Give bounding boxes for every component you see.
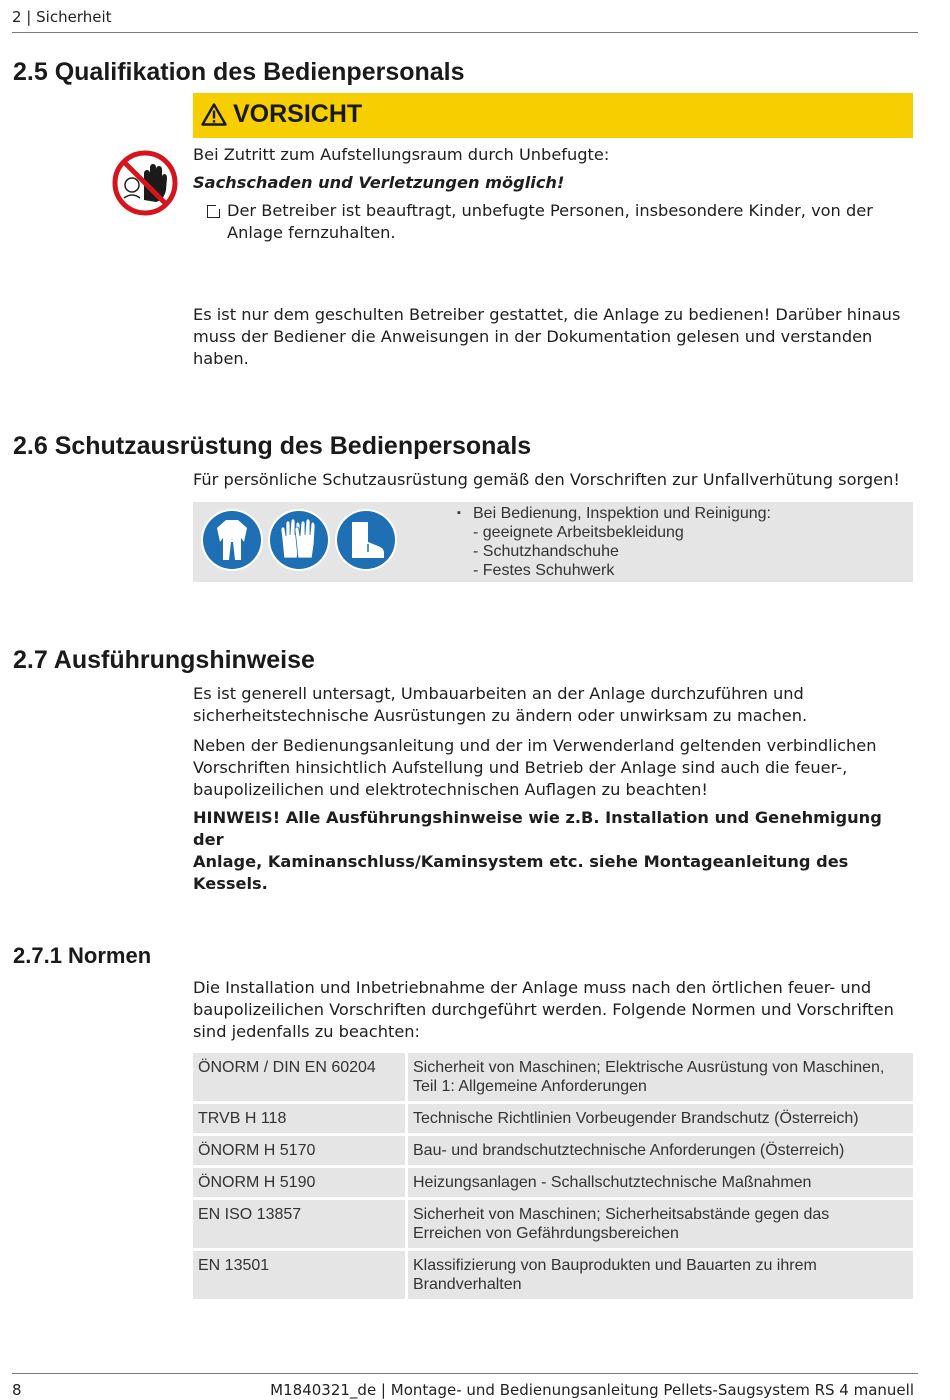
norm-code: TRVB H 118 [193,1104,408,1136]
description-line: Teil 1: Allgemeine Anforderungen [413,1078,647,1095]
norms-table [193,1053,913,1302]
description-line: Sicherheit von Maschinen; Elektrische Ausrüstung von Maschinen, [413,1059,885,1076]
action-checkbox-icon [207,205,220,218]
execution-paragraph-1 [193,683,913,727]
protective-clothing-icon [200,508,264,572]
list-item: - Schutzhandschuhe [473,543,619,560]
norm-description [408,1200,913,1251]
description-line: Technische Richtlinien Vorbeugender Brandschutz (Österreich) [413,1110,859,1127]
table-row [193,1251,913,1302]
execution-paragraph-2 [193,735,913,801]
note-line: HINWEIS! Alle Ausführungshinweise wie z.B. Installation und Genehmigung der [193,808,882,849]
norm-code: ÖNORM H 5190 [193,1168,408,1200]
norm-code: ÖNORM / DIN EN 60204 [193,1053,408,1104]
execution-note [193,807,913,895]
section-heading-2-7-1: 2.7.1 Normen [13,943,152,968]
section-heading-2-7: 2.7 Ausführungshinweise [13,646,315,674]
section-heading-2-6: 2.6 Schutzausrüstung des Bedienpersonals [13,432,532,460]
norm-description [408,1104,913,1136]
norm-code: EN 13501 [193,1251,408,1302]
table-row [193,1136,913,1168]
paragraph-line: Vorschriften hinsichtlich Aufstellung und Betrieb der Anlage sind auch die feuer-, [193,758,848,777]
description-line: Bau- und brandschutztechnische Anforderungen (Österreich) [413,1142,845,1159]
safety-boots-icon [334,508,398,572]
list-item: - geeignete Arbeitsbekleidung [473,524,684,541]
note-line: Anlage, Kaminanschluss/Kaminsystem etc. siehe Montageanleitung des Kessels. [193,852,849,893]
protective-gloves-icon [267,508,331,572]
paragraph-line: sind jedenfalls zu beachten: [193,1022,420,1041]
description-line: Sicherheit von Maschinen; Sicherheitsabstände gegen das [413,1206,830,1223]
norm-description [408,1168,913,1200]
description-line: Brandverhalten [413,1276,522,1293]
description-line: Erreichen von Gefährdungsbereichen [413,1225,679,1242]
norm-description [408,1053,913,1104]
paragraph-line: Es ist generell untersagt, Umbauarbeiten an der Anlage durchzuführen und [193,684,804,703]
warning-banner [193,93,913,138]
section-heading-2-5: 2.5 Qualifikation des Bedienpersonals [13,58,465,86]
paragraph-line: Es ist nur dem geschulten Betreiber gestattet, die Anlage zu bedienen! Darüber hinaus [193,305,901,324]
list-item: Bei Bedienung, Inspektion und Reinigung: [473,505,771,522]
description-line: Klassifizierung von Bauprodukten und Bauarten zu ihrem [413,1257,817,1274]
table-row [193,1053,913,1104]
norm-code: EN ISO 13857 [193,1200,408,1251]
warning-text-1: Bei Zutritt zum Aufstellungsraum durch Unbefugte: [193,145,610,164]
paragraph-line: sicherheitstechnische Ausrüstungen zu ändern oder unwirksam zu machen. [193,706,808,725]
norm-code: ÖNORM H 5170 [193,1136,408,1168]
list-item: - Festes Schuhwerk [473,562,615,579]
page-header [12,8,918,33]
warning-title: VORSICHT [233,100,363,128]
paragraph-line: Neben der Bedienungsanleitung und der im Verwenderland geltenden verbindlichen [193,736,877,755]
qualification-paragraph [193,304,913,370]
table-row [193,1168,913,1200]
paragraph-line: Die Installation und Inbetriebnahme der Anlage muss nach den örtlichen feuer- und [193,978,872,997]
norm-description [408,1251,913,1302]
warning-action-text [227,200,913,244]
paragraph-line: baupolizeilichen und elektrotechnischen Auflagen zu beachten! [193,780,708,799]
paragraph-line: muss der Bediener die Anweisungen in der Dokumentation gelesen und verstanden [193,327,873,346]
table-row [193,1200,913,1251]
warning-action-line-2: Anlage fernzuhalten. [227,223,396,242]
warning-triangle-icon [201,103,227,126]
warning-action-line-1: Der Betreiber ist beauftragt, unbefugte Personen, insbesondere Kinder, von der [227,201,873,220]
header-text: 2 | Sicherheit [12,8,112,26]
warning-text-2: Sachschaden und Verletzungen möglich! [193,173,565,192]
ppe-box [193,502,913,582]
paragraph-line: baupolizeilichen Vorschriften durchgeführt werden. Folgende Normen und Vorschriften [193,1000,894,1019]
ppe-list-title: ▪ Bei Bedienung, Inspektion und Reinigung: [457,505,771,522]
ppe-list [457,504,771,580]
paragraph-line: haben. [193,349,249,368]
description-line: Heizungsanlagen - Schallschutztechnische Maßnahmen [413,1174,812,1191]
norm-description [408,1136,913,1168]
document-title: M1840321_de | Montage- und Bedienungsanleitung Pellets-Saugsystem RS 4 manuell [270,1381,914,1399]
page-number: 8 [12,1381,22,1399]
norms-intro [193,977,913,1043]
page-footer [12,1373,918,1399]
ppe-intro: Für persönliche Schutzausrüstung gemäß den Vorschriften zur Unfallverhütung sorgen! [193,470,900,489]
table-row [193,1104,913,1136]
no-entry-unauthorized-icon [112,150,178,216]
